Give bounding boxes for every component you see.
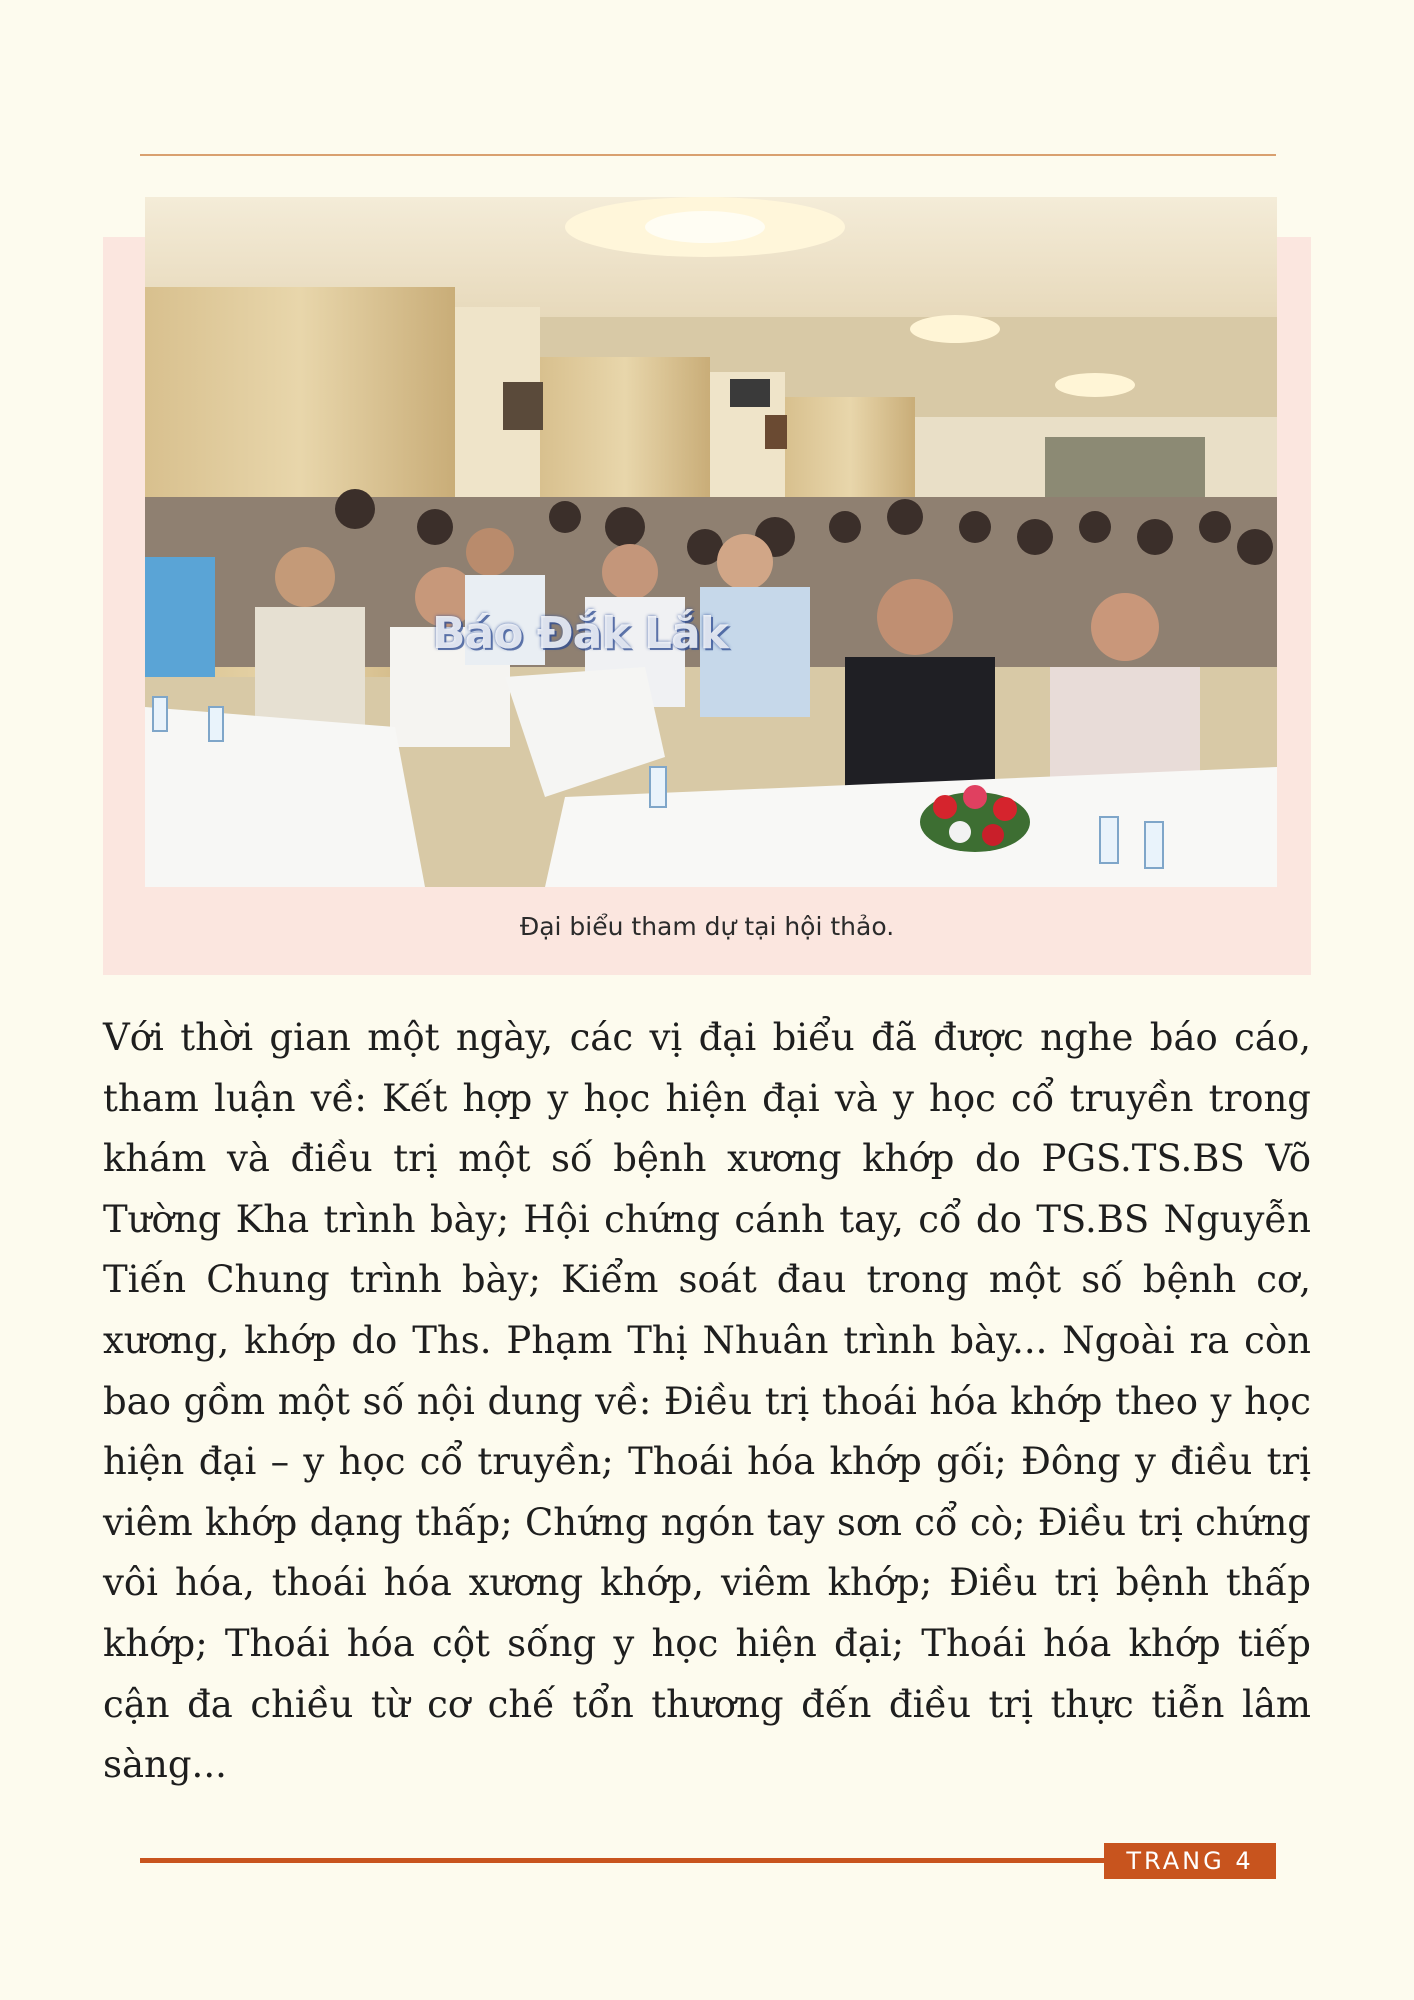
page-number-badge: TRANG 4	[1104, 1843, 1276, 1879]
top-divider	[140, 154, 1276, 156]
photo-caption: Đại biểu tham dự tại hội thảo.	[519, 912, 895, 941]
conference-photo	[145, 197, 1277, 887]
photo-watermark: Báo Đắk Lắk	[432, 608, 728, 659]
footer-divider	[140, 1858, 1104, 1863]
article-paragraph: Với thời gian một ngày, các vị đại biểu đã được nghe báo cáo, tham luận về: Kết hợp y học hiện đại và y học cổ truyền trong khám và điều trị một số bệnh xương khớp do PGS.TS.BS Võ Tường Kha trình bày; Hội chứng cánh tay, cổ do TS.BS Nguyễn Tiến Chung trình bày; Kiểm soát đau trong một số bệnh cơ, xương, khớp do Ths. Phạm Thị Nhuân trình bày... Ngoài ra còn bao gồm một số nội dung về: Điều trị thoái hóa khớp theo y học hiện đại – y học cổ truyền; Thoái hóa khớp gối; Đông y điều trị viêm khớp dạng thấp; Chứng ngón tay sơn cổ cò; Điều trị chứng vôi hóa, thoái hóa xương khớp, viêm khớp; Điều trị bệnh thấp khớp; Thoái hóa cột sống y học hiện đại; Thoái hóa khớp tiếp cận đa chiều từ cơ chế tổn thương đến điều trị thực tiễn lâm sàng...	[103, 1016, 1311, 1787]
